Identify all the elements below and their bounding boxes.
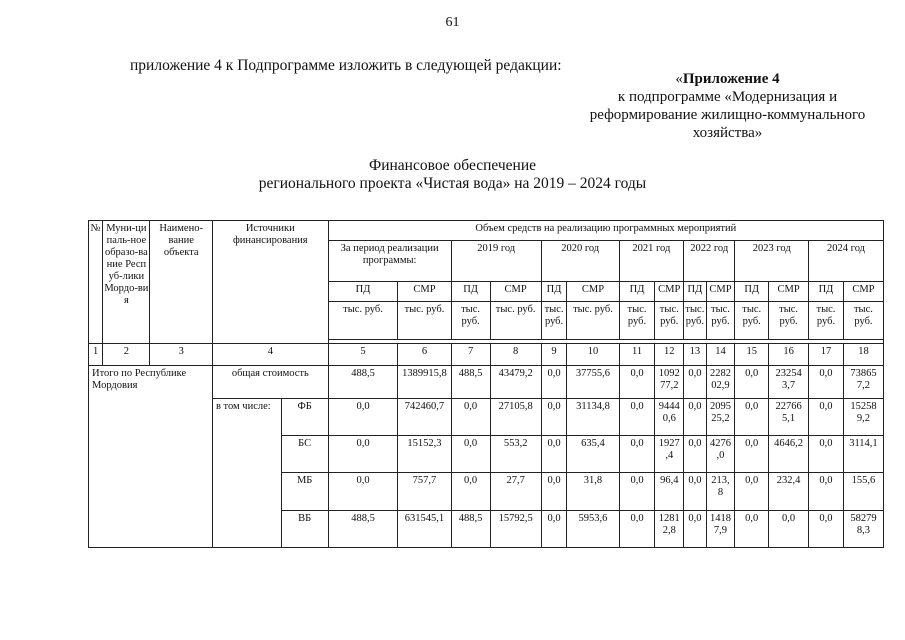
cell: 0,0: [541, 366, 567, 398]
cell: 27105,8: [490, 398, 541, 435]
table-row-total: [89, 366, 884, 398]
cell: 635,4: [567, 435, 619, 472]
cell: 0,0: [735, 473, 769, 510]
cell: 1092 77,2: [655, 366, 684, 398]
cell: 58279 8,3: [843, 510, 883, 547]
header-unit: тыс. руб.: [328, 301, 398, 339]
cell: 0,0: [809, 473, 844, 510]
annex-quote: «: [675, 71, 683, 87]
header-unit: тыс. руб.: [655, 301, 684, 339]
column-numbers-row: [89, 344, 884, 366]
header-smr: СМР: [655, 281, 684, 301]
cell: 0,0: [619, 473, 655, 510]
header-year-2020: 2020 год: [541, 241, 619, 281]
cell: 0,0: [735, 510, 769, 547]
col-number: 6: [398, 344, 451, 366]
cell: 0,0: [809, 435, 844, 472]
col-number: 3: [150, 344, 212, 366]
header-unit: тыс. руб.: [684, 301, 707, 339]
cell: 0,0: [684, 398, 707, 435]
cell: 0,0: [619, 435, 655, 472]
cell: 0,0: [809, 510, 844, 547]
annex-header: [560, 70, 895, 142]
header-year-2022: 2022 год: [684, 241, 735, 281]
header-pd: ПД: [684, 281, 707, 301]
total-label: Итого по Республике Мордовия: [89, 366, 213, 548]
col-number: 7: [451, 344, 490, 366]
cell: 37755,6: [567, 366, 619, 398]
cell: 1927 ,4: [655, 435, 684, 472]
source-bs: БС: [281, 435, 328, 472]
cell: 1418 7,9: [706, 510, 735, 547]
cell: 0,0: [451, 398, 490, 435]
cell: 757,7: [398, 473, 451, 510]
col-number: 11: [619, 344, 655, 366]
col-number: 18: [843, 344, 883, 366]
intro-text: приложение 4 к Подпрограмме изложить в следующей редакции:: [130, 57, 562, 74]
header-pd: ПД: [735, 281, 769, 301]
col-number: 5: [328, 344, 398, 366]
col-number: 1: [89, 344, 103, 366]
cell: 3114,1: [843, 435, 883, 472]
header-smr: СМР: [706, 281, 735, 301]
col-number: 12: [655, 344, 684, 366]
header-smr: СМР: [567, 281, 619, 301]
cell: 213, 8: [706, 473, 735, 510]
cell: 31134,8: [567, 398, 619, 435]
cell: 1281 2,8: [655, 510, 684, 547]
cell: 488,5: [451, 366, 490, 398]
header-year-2023: 2023 год: [735, 241, 809, 281]
annex-line-1: [560, 70, 895, 88]
title-line-1: Финансовое обеспечение: [368, 157, 537, 174]
cell: 0,0: [541, 510, 567, 547]
cell: 0,0: [328, 398, 398, 435]
header-year-2021: 2021 год: [619, 241, 684, 281]
header-period: За период реализации программы:: [328, 241, 451, 281]
header-smr: СМР: [490, 281, 541, 301]
source-total: общая стоимость: [212, 366, 328, 398]
cell: 0,0: [619, 398, 655, 435]
header-unit: тыс. руб.: [451, 301, 490, 339]
cell: 0,0: [809, 366, 844, 398]
cell: 96,4: [655, 473, 684, 510]
cell: 0,0: [809, 398, 844, 435]
cell: 15152,3: [398, 435, 451, 472]
cell: 0,0: [684, 435, 707, 472]
source-mb: МБ: [281, 473, 328, 510]
col-number: 4: [212, 344, 328, 366]
cell: 631545,1: [398, 510, 451, 547]
cell: 22766 5,1: [769, 398, 809, 435]
cell: 0,0: [769, 510, 809, 547]
document-title: [0, 157, 905, 193]
header-pd: ПД: [451, 281, 490, 301]
annex-line-3: реформирование жилищно-коммунального: [589, 107, 866, 123]
cell: 0,0: [328, 473, 398, 510]
cell: 232,4: [769, 473, 809, 510]
cell: 0,0: [619, 510, 655, 547]
cell: 0,0: [451, 435, 490, 472]
header-year-2019: 2019 год: [451, 241, 541, 281]
col-number: 17: [809, 344, 844, 366]
col-number: 15: [735, 344, 769, 366]
cell: 488,5: [328, 510, 398, 547]
cell: 1389915,8: [398, 366, 451, 398]
col-number: 16: [769, 344, 809, 366]
header-unit: тыс. руб.: [541, 301, 567, 339]
header-num: №: [89, 221, 103, 344]
col-number: 2: [103, 344, 150, 366]
col-number: 13: [684, 344, 707, 366]
cell: 0,0: [684, 510, 707, 547]
cell: 43479,2: [490, 366, 541, 398]
header-year-2024: 2024 год: [809, 241, 884, 281]
header-smr: СМР: [769, 281, 809, 301]
annex-line-4: хозяйства»: [692, 125, 763, 141]
cell: 0,0: [451, 473, 490, 510]
cell: 0,0: [684, 473, 707, 510]
annex-title: Приложение 4: [682, 71, 780, 87]
cell: 31,8: [567, 473, 619, 510]
header-unit: тыс. руб.: [706, 301, 735, 339]
header-unit: тыс. руб.: [398, 301, 451, 339]
header-smr: СМР: [398, 281, 451, 301]
cell: 27,7: [490, 473, 541, 510]
cell: 0,0: [541, 435, 567, 472]
cell: 5953,6: [567, 510, 619, 547]
annex-line-2: к подпрограмме «Модернизация и: [617, 89, 838, 105]
cell: 23254 3,7: [769, 366, 809, 398]
header-unit: тыс. руб.: [619, 301, 655, 339]
header-unit: тыс. руб.: [769, 301, 809, 339]
cell: 4276 ,0: [706, 435, 735, 472]
cell: 0,0: [684, 366, 707, 398]
header-pd: ПД: [809, 281, 844, 301]
cell: 0,0: [619, 366, 655, 398]
header-pd: ПД: [328, 281, 398, 301]
cell: 73865 7,2: [843, 366, 883, 398]
header-object: Наимено-вание объекта: [150, 221, 212, 344]
cell: 488,5: [328, 366, 398, 398]
cell: 9444 0,6: [655, 398, 684, 435]
header-pd: ПД: [541, 281, 567, 301]
col-number: 10: [567, 344, 619, 366]
cell: 0,0: [735, 366, 769, 398]
source-fb: ФБ: [281, 398, 328, 435]
header-unit: тыс. руб.: [490, 301, 541, 339]
header-unit: тыс. руб.: [809, 301, 844, 339]
cell: 553,2: [490, 435, 541, 472]
cell: 488,5: [451, 510, 490, 547]
col-number: 8: [490, 344, 541, 366]
financing-table: [88, 220, 884, 548]
header-pd: ПД: [619, 281, 655, 301]
header-volume: Объем средств на реализацию программных мероприятий: [328, 221, 883, 241]
cell: 2095 25,2: [706, 398, 735, 435]
cell: 15258 9,2: [843, 398, 883, 435]
header-unit: тыс. руб.: [567, 301, 619, 339]
cell: 15792,5: [490, 510, 541, 547]
cell: 0,0: [735, 398, 769, 435]
cell: 0,0: [735, 435, 769, 472]
cell: 0,0: [541, 473, 567, 510]
col-number: 9: [541, 344, 567, 366]
header-municipality: Муни-ципаль-ное образо-вание Респуб-лики Мордо-вия: [103, 221, 150, 344]
title-line-2: регионального проекта «Чистая вода» на 2019 – 2024 годы: [258, 175, 647, 192]
cell: 155,6: [843, 473, 883, 510]
page-number: 61: [445, 15, 460, 30]
col-number: 14: [706, 344, 735, 366]
header-sources: Источники финансирования: [212, 221, 328, 344]
cell: 0,0: [328, 435, 398, 472]
incl-label: в том числе:: [212, 398, 281, 547]
cell: 2282 02,9: [706, 366, 735, 398]
header-unit: тыс. руб.: [735, 301, 769, 339]
header-unit: тыс. руб.: [843, 301, 883, 339]
cell: 742460,7: [398, 398, 451, 435]
cell: 4646,2: [769, 435, 809, 472]
source-vb: ВБ: [281, 510, 328, 547]
cell: 0,0: [541, 398, 567, 435]
header-smr: СМР: [843, 281, 883, 301]
